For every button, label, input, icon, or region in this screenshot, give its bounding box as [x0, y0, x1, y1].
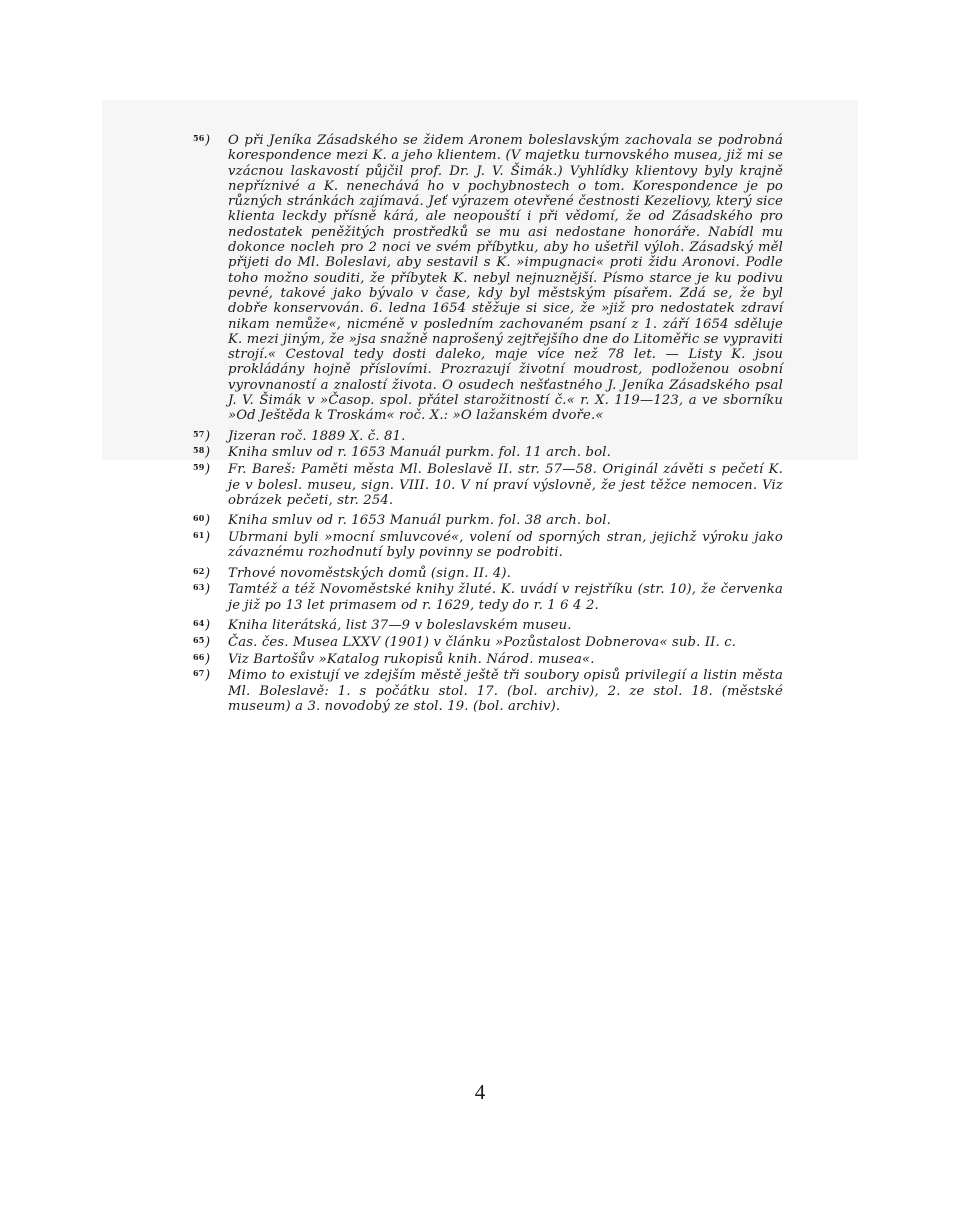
footnote-number: 58 [193, 445, 205, 456]
footnote-number: 67 [193, 668, 205, 679]
footnote-63: 63 ) Tamtéž a též Novoměstské knihy žluté. K. uvádí v rejstříku (str. 10), že červenka je již po 13 let primasem od r. 1629, tedy do r. 1 6 4 2. [193, 582, 783, 613]
footnote-number: 56 [193, 133, 205, 143]
footnote-number: 64 [193, 617, 205, 628]
footnote-60: 60 ) Kniha smluv od r. 1653 Manuál purkm. fol. 38 arch. bol. [193, 513, 611, 529]
footnote-number: 66 [193, 651, 205, 662]
footnote-number: 62 [193, 565, 205, 576]
footnote-number: 65 [193, 634, 205, 645]
footnote-text: Jizeran roč. 1889 X. č. 81. [228, 428, 406, 444]
footnote-text: Tamtéž a též Novoměstské knihy žluté. K. uvádí v rejstříku (str. 10), že červenka je již po 13 let primasem od r. 1629, tedy do r. 1 6 4 2. [228, 582, 783, 613]
footnote-number: 59 [193, 462, 205, 473]
footnote-number: 63 [193, 582, 205, 593]
footnote-text: Kniha smluv od r. 1653 Manuál purkm. fol. 38 arch. bol. [228, 513, 611, 529]
footnote-text: Trhové novoměstských domů (sign. II. 4). [228, 565, 512, 581]
footnote-text: O při Jeníka Zásadského se židem Aronem boleslavským zachovala se podrobná korespondence mezi K. a jeho klientem. (V majetku turnovského musea, již mi se vzácnou laskavostí půjčil prof. Dr. J. V. Šimák.) Vyhlídky klientovy byly krajně nepříznivé a K. nenechává ho v pochybnostech o tom. Korespondence je po různých stránkách zajímavá. Jeť výrazem otevřené čestnosti Kezeliovy, který sice klienta leckdy přísně kárá, ale neopouští i při vědomí, že od Zásadského pro nedostatek peněžitých prostředků se mu asi nedostane honoráře. Nabídl mu dokonce nocleh pro 2 noci ve svém příbytku, aby ho ušetřil výloh. Zásadský měl přijeti do Ml. Boleslavi, aby sestavil s K. »impugnaci« proti židu Aronovi. Podle toho možno souditi, že příbytek K. nebyl nejnuznější. Písmo starce je ku podivu pevné, takové jako bývalo v čase, kdy byl městským písařem. Zdá se, že byl dobře konservován. 6. ledna 1654 stěžuje si sice, že »již pro nedostatek zdraví nikam nemůže«, nicméně v posledním zachovaném psaní z 1. září 1654 sděluje K. mezi jiným, že »jsa snažně naprošený zejtřejšího dne do Litoměřic se vypraviti strojí.« Cestoval tedy dosti daleko, maje více než 78 let. — Listy K. jsou prokládány hojně příslovími. Prozrazují životní moudrost, podloženou osobní vyrovnaností a znalostí života. O osudech nešťastného J. Jeníka Zásadského psal J. V. Šimák v »Časop. spol. přátel starožitností č.« r. X. 119—123, a ve sborníku »Od Ještěda k Troskám« roč. X.: »O lažanském dvoře.« [228, 133, 783, 424]
footnotes-block [193, 133, 783, 714]
footnote-text: Viz Bartošův »Katalog rukopisů knih. Národ. musea«. [228, 651, 595, 667]
footnote-text: Kniha smluv od r. 1653 Manuál purkm. fol. 11 arch. bol. [228, 445, 611, 461]
footnote-57: 57 ) Jizeran roč. 1889 X. č. 81. [193, 428, 406, 444]
footnote-text: Fr. Bareš: Paměti města Ml. Boleslavě II. str. 57—58. Originál závěti s pečetí K. je v bolesl. museu, sign. VIII. 10. V ní praví výslovně, že jest těžce nemocen. Viz obrázek pečeti, str. 254. [228, 462, 783, 508]
footnote-text: Čas. čes. Musea LXXV (1901) v článku »Pozůstalost Dobnerova« sub. II. c. [228, 634, 737, 650]
page-number: 4 [474, 1080, 486, 1104]
footnote-67: 67 ) Mimo to existují ve zdejším městě ještě tři soubory opisů privilegií a listin města Ml. Boleslavě: 1. s počátku stol. 17. (bol. archiv), 2. ze stol. 18. (městské museum) a 3. novodobý ze stol. 19. (bol. archiv). [193, 668, 783, 714]
footnote-58: 58 ) Kniha smluv od r. 1653 Manuál purkm. fol. 11 arch. bol. [193, 445, 611, 461]
footnote-61: 61 ) Ubrmani byli »mocní smluvcové«, volení od sporných stran, jejichž výroku jako závaznému rozhodnutí byly povinny se podrobiti. [193, 529, 783, 561]
footnote-59: 59 ) Fr. Bareš: Paměti města Ml. Boleslavě II. str. 57—58. Originál závěti s pečetí K. je v bolesl. museu, sign. VIII. 10. V ní praví výslovně, že jest těžce nemocen. Viz obrázek pečeti, str. 254. [193, 462, 783, 508]
footnote-66: 66 ) Viz Bartošův »Katalog rukopisů knih. Národ. musea«. [193, 651, 595, 667]
footnote-62: 62 ) Trhové novoměstských domů (sign. II. 4). [193, 565, 512, 581]
footnote-number: 57 [193, 428, 205, 439]
footnote-text: Kniha literátská, list 37—9 v boleslavském museu. [228, 617, 572, 633]
footnote-65: 65 ) Čas. čes. Musea LXXV (1901) v článku »Pozůstalost Dobnerova« sub. II. c. [193, 634, 737, 650]
footnote-64: 64 ) Kniha literátská, list 37—9 v boleslavském museu. [193, 617, 572, 633]
footnote-text: Mimo to existují ve zdejším městě ještě tři soubory opisů privilegií a listin města Ml. Boleslavě: 1. s počátku stol. 17. (bol. archiv), 2. ze stol. 18. (městské museum) a 3. novodobý ze stol. 19. (bol. archiv). [228, 668, 783, 714]
footnote-56: 56 ) O při Jeníka Zásadského se židem Aronem boleslavským zachovala se podrobná korespondence mezi K. a jeho klientem. (V majetku turnovského musea, již mi se vzácnou laskavostí půjčil prof. Dr. J. V. Šimák.) Vyhlídky klientovy byly krajně nepříznivé a K. nenechává ho v pochybnostech o tom. Korespondence je po různých stránkách zajímavá. Jeť výrazem otevřené čestnosti Kezeliovy, který sice klienta leckdy přísně kárá, ale neopouští i při vědomí, že od Zásadského pro nedostatek peněžitých prostředků se mu asi nedostane honoráře. Nabídl mu dokonce nocleh pro 2 noci ve svém příbytku, aby ho ušetřil výloh. Zásadský měl přijeti do Ml. Boleslavi, aby sestavil s K. »impugnaci« proti židu Aronovi. Podle toho možno souditi, že příbytek K. nebyl nejnuznější. Písmo starce je ku podivu pevné, takové jako bývalo v čase, kdy byl městským písařem. Zdá se, že byl dobře konservován. 6. ledna 1654 stěžuje si sice, že »již pro nedostatek zdraví nikam nemůže«, nicméně v posledním zachovaném psaní z 1. září 1654 sděluje K. mezi jiným, že »jsa snažně naprošený zejtřejšího dne do Litoměřic se vypraviti strojí.« Cestoval tedy dosti daleko, maje více než 78 let. — Listy K. jsou prokládány hojně příslovími. Prozrazují životní moudrost, podloženou osobní vyrovnaností a znalostí života. O osudech nešťastného J. Jeníka Zásadského psal J. V. Šimák v »Časop. spol. přátel starožitností č.« r. X. 119—123, a ve sborníku »Od Ještěda k Troskám« roč. X.: »O lažanském dvoře.« [193, 133, 783, 424]
footnote-text: Ubrmani byli »mocní smluvcové«, volení od sporných stran, jejichž výroku jako závaznému rozhodnutí byly povinny se podrobiti. [228, 529, 783, 561]
footnote-number: 60 [193, 513, 205, 524]
footnote-number: 61 [193, 529, 205, 540]
